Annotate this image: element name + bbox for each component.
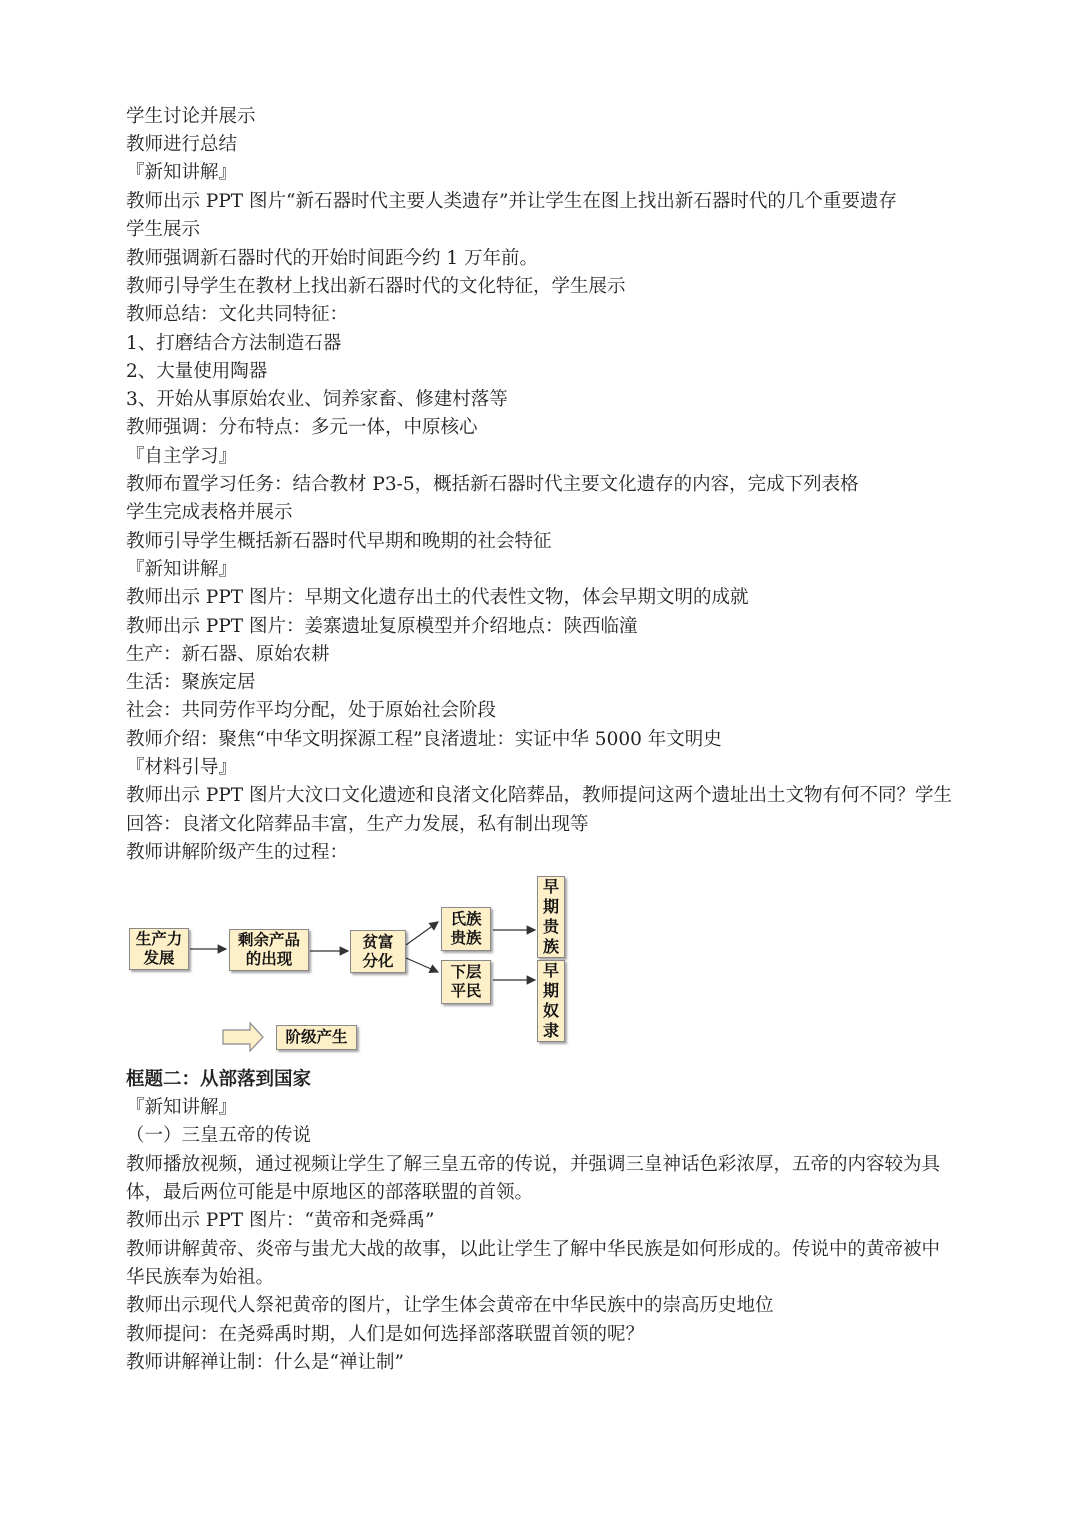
box-early-nobles: 早期贵族 bbox=[537, 876, 565, 958]
section-heading: 框题二：从部落到国家 bbox=[126, 1069, 312, 1090]
text-line: 教师出示现代人祭祀黄帝的图片，让学生体会黄帝在中华民族中的崇高历史地位 bbox=[126, 1295, 774, 1316]
text-line: 学生完成表格并展示 bbox=[126, 502, 293, 523]
text-line: 『新知讲解』 bbox=[126, 1097, 238, 1118]
box-lower-commoners: 下层 平民 bbox=[441, 960, 491, 1004]
text-line: 『新知讲解』 bbox=[126, 559, 238, 580]
text-line: 1、打磨结合方法制造石器 bbox=[126, 333, 342, 354]
text-line: 社会：共同劳作平均分配，处于原始社会阶段 bbox=[126, 700, 497, 721]
text-line: 教师讲解阶级产生的过程： bbox=[126, 842, 349, 863]
arrow-connector bbox=[406, 958, 438, 972]
text-line: 教师介绍：聚焦“中华文明探源工程”良渚遗址：实证中华 5000 年文明史 bbox=[126, 729, 722, 750]
block-arrow-icon bbox=[223, 1023, 263, 1051]
text-line: 生活：聚族定居 bbox=[126, 672, 256, 693]
text-line: 华民族奉为始祖。 bbox=[126, 1267, 275, 1288]
text-line: 回答：良渚文化陪葬品丰富，生产力发展，私有制出现等 bbox=[126, 814, 589, 835]
text-line: 『材料引导』 bbox=[126, 757, 238, 778]
text-line: 教师引导学生在教材上找出新石器时代的文化特征，学生展示 bbox=[126, 276, 626, 297]
arrow-connector bbox=[406, 922, 438, 945]
text-line: 教师出示 PPT 图片“新石器时代主要人类遗存”并让学生在图上找出新石器时代的几个重要遗存 bbox=[126, 191, 897, 212]
text-line: 教师提问：在尧舜禹时期，人们是如何选择部落联盟首领的呢？ bbox=[126, 1324, 645, 1345]
text-line: 教师出示 PPT 图片大汶口文化遗迹和良渚文化陪葬品，教师提问这两个遗址出土文物有何不同？学生 bbox=[126, 785, 952, 806]
text-line: 学生展示 bbox=[126, 219, 201, 240]
text-line: 教师进行总结 bbox=[126, 134, 238, 155]
box-productivity: 生产力 发展 bbox=[129, 928, 189, 970]
box-class-emergence: 阶级产生 bbox=[276, 1025, 357, 1050]
text-line: 教师强调新石器时代的开始时间距今约 1 万年前。 bbox=[126, 248, 539, 269]
text-line: 『新知讲解』 bbox=[126, 162, 238, 183]
box-early-slaves: 早期奴隶 bbox=[537, 960, 565, 1042]
text-line: 教师出示 PPT 图片：早期文化遗存出土的代表性文物，体会早期文明的成就 bbox=[126, 587, 749, 608]
text-line: （一）三皇五帝的传说 bbox=[126, 1125, 312, 1146]
text-line: 3、开始从事原始农业、饲养家畜、修建村落等 bbox=[126, 389, 508, 410]
text-line: 教师播放视频，通过视频让学生了解三皇五帝的传说，并强调三皇神话色彩浓厚，五帝的内容较为具 bbox=[126, 1154, 941, 1175]
text-line: 教师出示 PPT 图片：姜寨遗址复原模型并介绍地点：陕西临潼 bbox=[126, 616, 638, 637]
text-line: 『自主学习』 bbox=[126, 446, 238, 467]
text-line: 教师出示 PPT 图片：“黄帝和尧舜禹” bbox=[126, 1210, 435, 1231]
text-line: 2、大量使用陶器 bbox=[126, 361, 268, 382]
text-line: 学生讨论并展示 bbox=[126, 106, 256, 127]
text-line: 教师引导学生概括新石器时代早期和晚期的社会特征 bbox=[126, 531, 552, 552]
box-wealth-gap: 贫富 分化 bbox=[350, 930, 406, 973]
text-line: 生产：新石器、原始农耕 bbox=[126, 644, 330, 665]
text-line: 教师讲解黄帝、炎帝与蚩尤大战的故事，以此让学生了解中华民族是如何形成的。传说中的黄帝被中 bbox=[126, 1239, 941, 1260]
text-line: 教师总结：文化共同特征： bbox=[126, 304, 349, 325]
text-line: 体，最后两位可能是中原地区的部落联盟的首领。 bbox=[126, 1182, 534, 1203]
box-clan-nobles: 氏族 贵族 bbox=[441, 907, 491, 951]
text-line: 教师布置学习任务：结合教材 P3-5，概括新石器时代主要文化遗存的内容，完成下列表格 bbox=[126, 474, 859, 495]
box-surplus-product: 剩余产品 的出现 bbox=[229, 929, 309, 971]
text-line: 教师强调：分布特点：多元一体，中原核心 bbox=[126, 417, 478, 438]
text-line: 教师讲解禅让制：什么是“禅让制” bbox=[126, 1352, 404, 1373]
